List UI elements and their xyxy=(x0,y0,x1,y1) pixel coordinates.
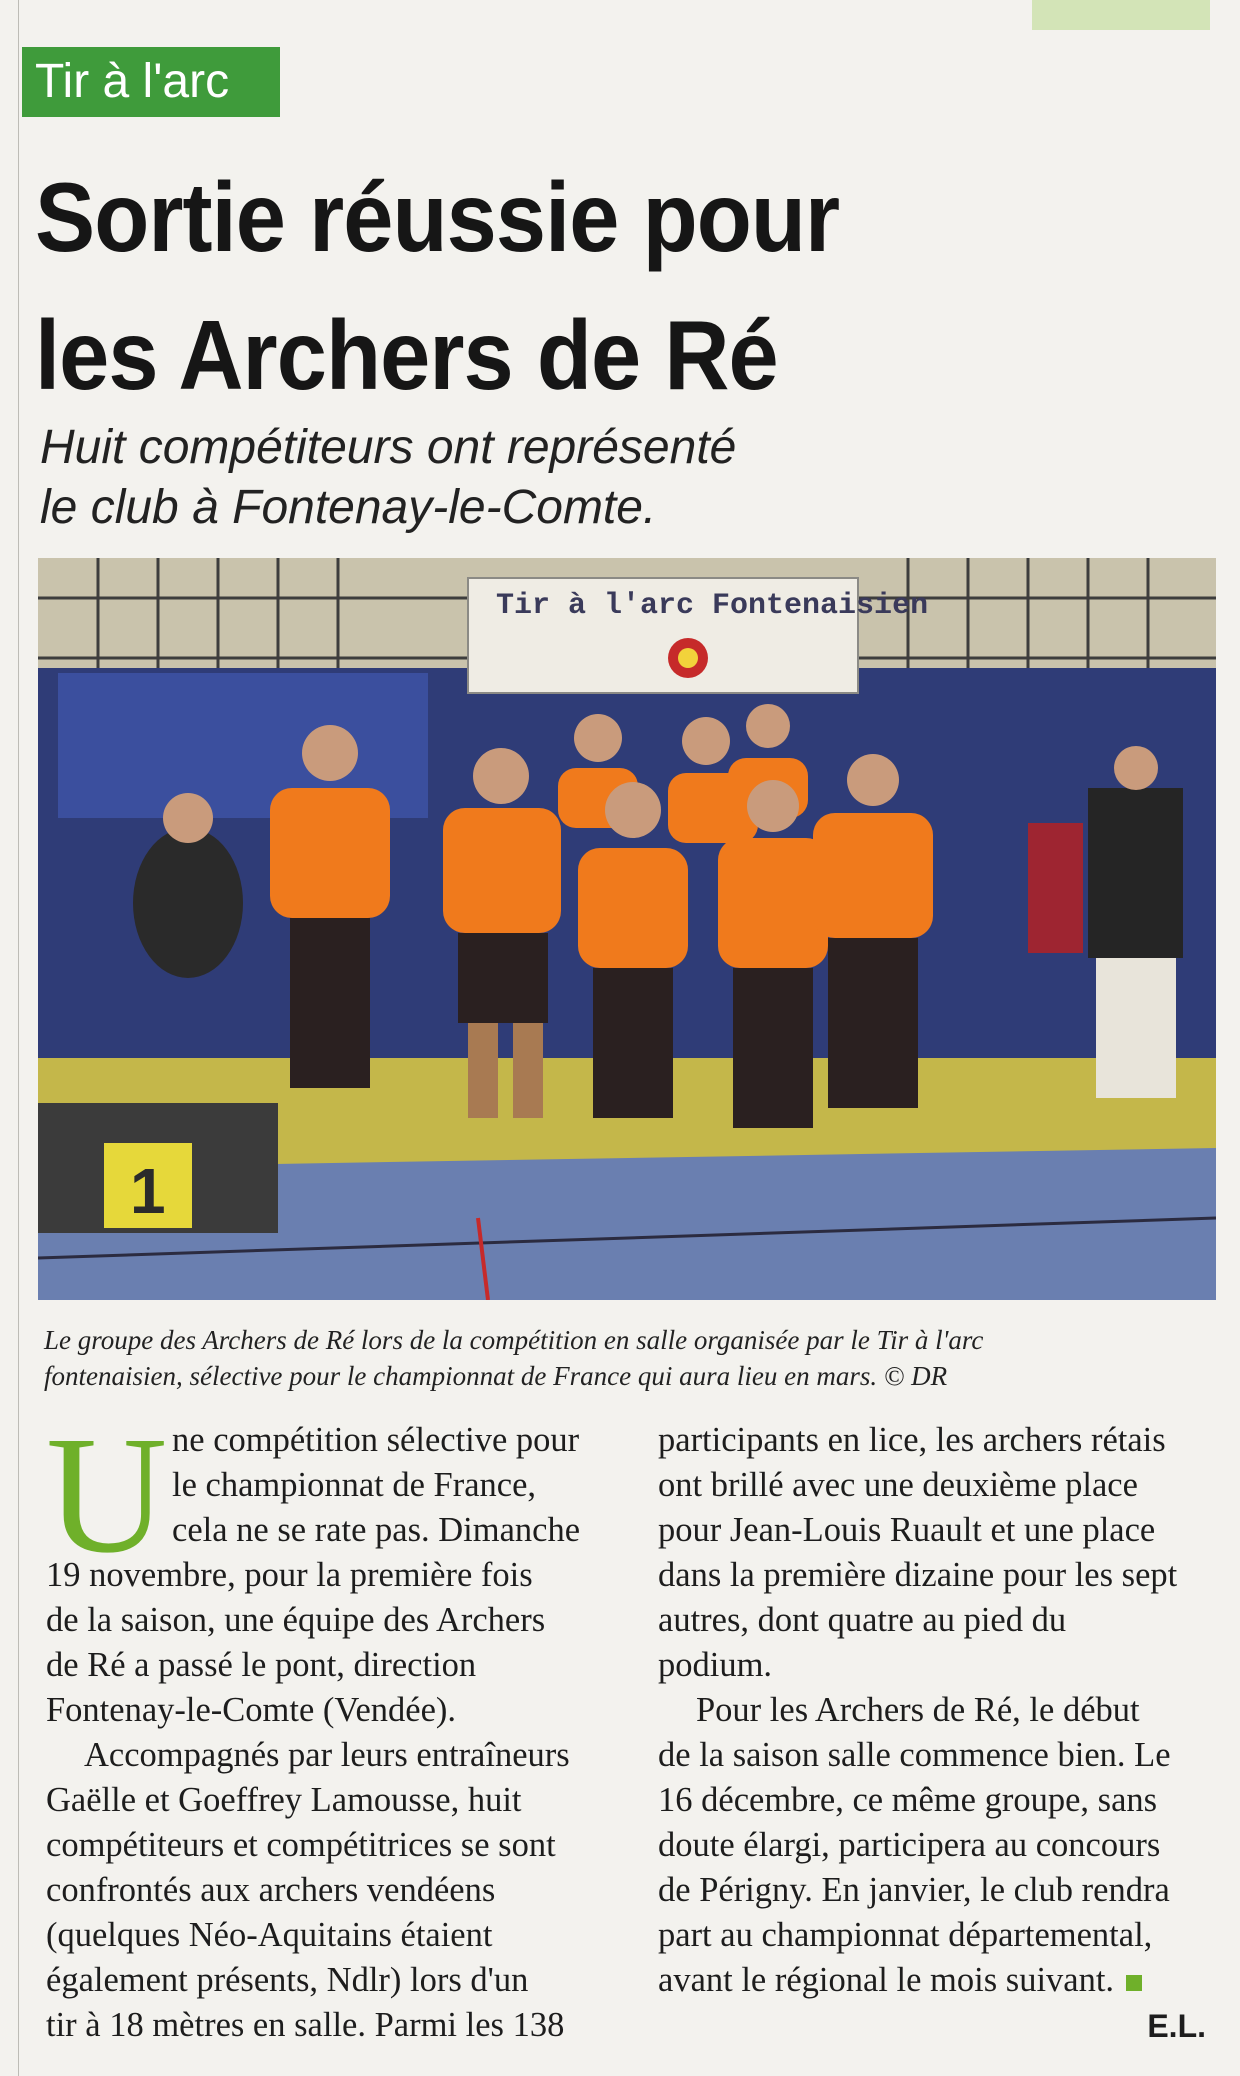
body-line: autres, dont quatre au pied du xyxy=(658,1601,1067,1639)
body-line: dans la première dizaine pour les sept xyxy=(658,1556,1178,1594)
club-banner-text: Tir à l'arc Fontenaisien xyxy=(496,589,929,623)
body-line: ont brillé avec une deuxième place xyxy=(658,1466,1138,1504)
caption-line-1: Le groupe des Archers de Ré lors de la compétition en salle organisée par le Tir à l'arc xyxy=(44,1325,984,1355)
body-line: de Périgny. En janvier, le club rendra xyxy=(658,1871,1170,1909)
end-of-article-icon xyxy=(1126,1975,1142,1991)
corner-tag xyxy=(1032,0,1210,30)
team-photo-illustration xyxy=(38,558,1216,1300)
page-edge-rule xyxy=(18,0,19,2076)
body-line: confrontés aux archers vendéens xyxy=(46,1871,496,1909)
body-line: Gaëlle et Goeffrey Lamousse, huit xyxy=(46,1781,522,1819)
article-deck xyxy=(40,418,920,538)
headline-line-2: les Archers de Ré xyxy=(35,300,778,410)
body-line: podium. xyxy=(658,1646,773,1684)
article-column-left xyxy=(46,1402,610,2048)
deck-line-2: le club à Fontenay-le-Comte. xyxy=(40,481,657,534)
body-line: doute élargi, participera au concours xyxy=(658,1826,1161,1864)
deck-line-1: Huit compétiteurs ont représenté xyxy=(40,421,737,474)
podium-number: 1 xyxy=(130,1155,166,1227)
body-line: Fontenay-le-Comte (Vendée). xyxy=(46,1691,457,1729)
caption-line-2: fontenaisien, sélective pour le championnat de France qui aura lieu en mars. © DR xyxy=(44,1361,948,1391)
body-line: pour Jean-Louis Ruault et une place xyxy=(658,1511,1156,1549)
body-line: ne compétition sélective pour xyxy=(172,1421,580,1459)
bow-bag xyxy=(1028,823,1083,953)
body-line: compétiteurs et compétitrices se sont xyxy=(46,1826,556,1864)
article-column-right xyxy=(658,1418,1222,2003)
body-line: cela ne se rate pas. Dimanche xyxy=(172,1511,581,1549)
body-line: part au championnat départemental, xyxy=(658,1916,1153,1954)
body-line: de la saison salle commence bien. Le xyxy=(658,1736,1171,1774)
bystander-standing xyxy=(1088,788,1183,958)
body-line: 19 novembre, pour la première fois xyxy=(46,1556,533,1594)
body-line-text: avant le régional le mois suivant. xyxy=(658,1961,1115,1999)
body-line: tir à 18 mètres en salle. Parmi les 138 xyxy=(46,2006,565,2044)
body-line: participants en lice, les archers rétais xyxy=(658,1421,1166,1459)
author-signature: E.L. xyxy=(1147,2008,1206,2044)
bystander-seated xyxy=(133,828,243,978)
photo-caption xyxy=(44,1322,1220,1394)
body-line-last xyxy=(658,1958,1222,2003)
team-photo xyxy=(38,558,1216,1300)
headline-line-1: Sortie réussie pour xyxy=(35,162,840,272)
drop-cap: U xyxy=(46,1402,168,1588)
body-line: le championnat de France, xyxy=(172,1466,537,1504)
section-rubric: Tir à l'arc xyxy=(22,47,280,117)
body-line: de la saison, une équipe des Archers xyxy=(46,1601,546,1639)
body-line: Accompagnés par leurs entraîneurs xyxy=(84,1736,570,1774)
article-headline xyxy=(35,148,863,424)
body-line: également présents, Ndlr) lors d'un xyxy=(46,1961,529,1999)
body-line: (quelques Néo-Aquitains étaient xyxy=(46,1916,493,1954)
body-line: de Ré a passé le pont, direction xyxy=(46,1646,477,1684)
body-line: Pour les Archers de Ré, le début xyxy=(696,1691,1140,1729)
body-line: 16 décembre, ce même groupe, sans xyxy=(658,1781,1158,1819)
